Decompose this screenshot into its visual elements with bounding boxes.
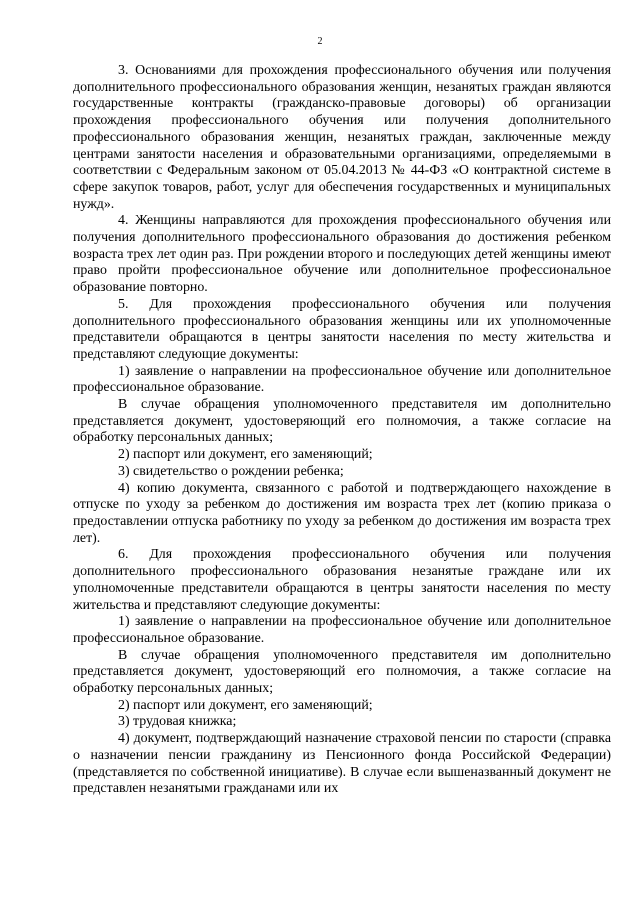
list-item-passport: 2) паспорт или документ, его заменяющий; xyxy=(118,697,373,713)
list-item-pension-document: 4) документ, подтверждающий назначение страховой пенсии по старости (справка о назначении пенсии гражданину из Пенсионного фонда Российской Федерации) (представляется по собственной инициативе). В случае если вышеназванный документ не представлен незанятыми гражданами или их xyxy=(73,731,611,797)
document-body xyxy=(73,63,611,798)
paragraph-4-women-referral: 4. Женщины направляются для прохождения профессионального обучения или получения дополнительного профессионального образования до достижения ребенком возраста трех лет один раз. При рождении второго и последующих детей женщины имеют право пройти профессиональное обучение или дополнительное профессиональное образование повторно. xyxy=(73,213,611,296)
list-item-passport: 2) паспорт или документ, его заменяющий; xyxy=(118,447,373,463)
list-item-leave-document: 4) копию документа, связанного с работой и подтверждающего нахождение в отпуске по уходу за ребенком до достижения им возраста трех лет (копию приказа о предоставлении отпуска работнику по уходу за ребенком до достижения им возраста трех лет). xyxy=(73,480,611,546)
paragraph-3-basis: 3. Основаниями для прохождения профессионального обучения или получения дополнительного профессионального образования женщин, незанятых граждан являются государственные контракты (гражданско-правовые договоры) об организации прохождения профессионального обучения или получения дополнительного профессионального образования женщин, незанятых граждан, заключенные между центрами занятости населения и образовательными организациями, определяемыми в соответствии с Федеральным законом от 05.04.2013 № 44-ФЗ «О контрактной системе в сфере закупок товаров, работ, услуг для обеспечения государственных и муниципальных нужд». xyxy=(73,63,611,212)
list-item-birth-certificate: 3) свидетельство о рождении ребенка; xyxy=(118,463,344,479)
representative-note: В случае обращения уполномоченного представителя им дополнительно представляется документ, удостоверяющий его полномочия, а также согласие на обработку персональных данных; xyxy=(73,397,611,446)
list-item-work-book: 3) трудовая книжка; xyxy=(118,714,237,730)
paragraph-6-unemployed-documents: 6. Для прохождения профессионального обучения или получения дополнительного профессионального образования незанятые граждане или их уполномоченные представители обращаются в центры занятости населения по месту жительства и представляют следующие документы: xyxy=(73,547,611,613)
representative-note: В случае обращения уполномоченного представителя им дополнительно представляется документ, удостоверяющий его полномочия, а также согласие на обработку персональных данных; xyxy=(73,647,611,697)
list-item-application: 1) заявление о направлении на профессиональное обучение или дополнительное профессиональное образование. xyxy=(73,363,611,396)
page-number: 2 xyxy=(317,36,323,47)
list-item-application: 1) заявление о направлении на профессиональное обучение или дополнительное профессиональное образование. xyxy=(73,614,611,646)
paragraph-5-women-documents: 5. Для прохождения профессионального обучения или получения дополнительного профессионального образования женщины или их уполномоченные представители обращаются в центры занятости населения по месту жительства и представляют следующие документы: xyxy=(73,296,611,362)
